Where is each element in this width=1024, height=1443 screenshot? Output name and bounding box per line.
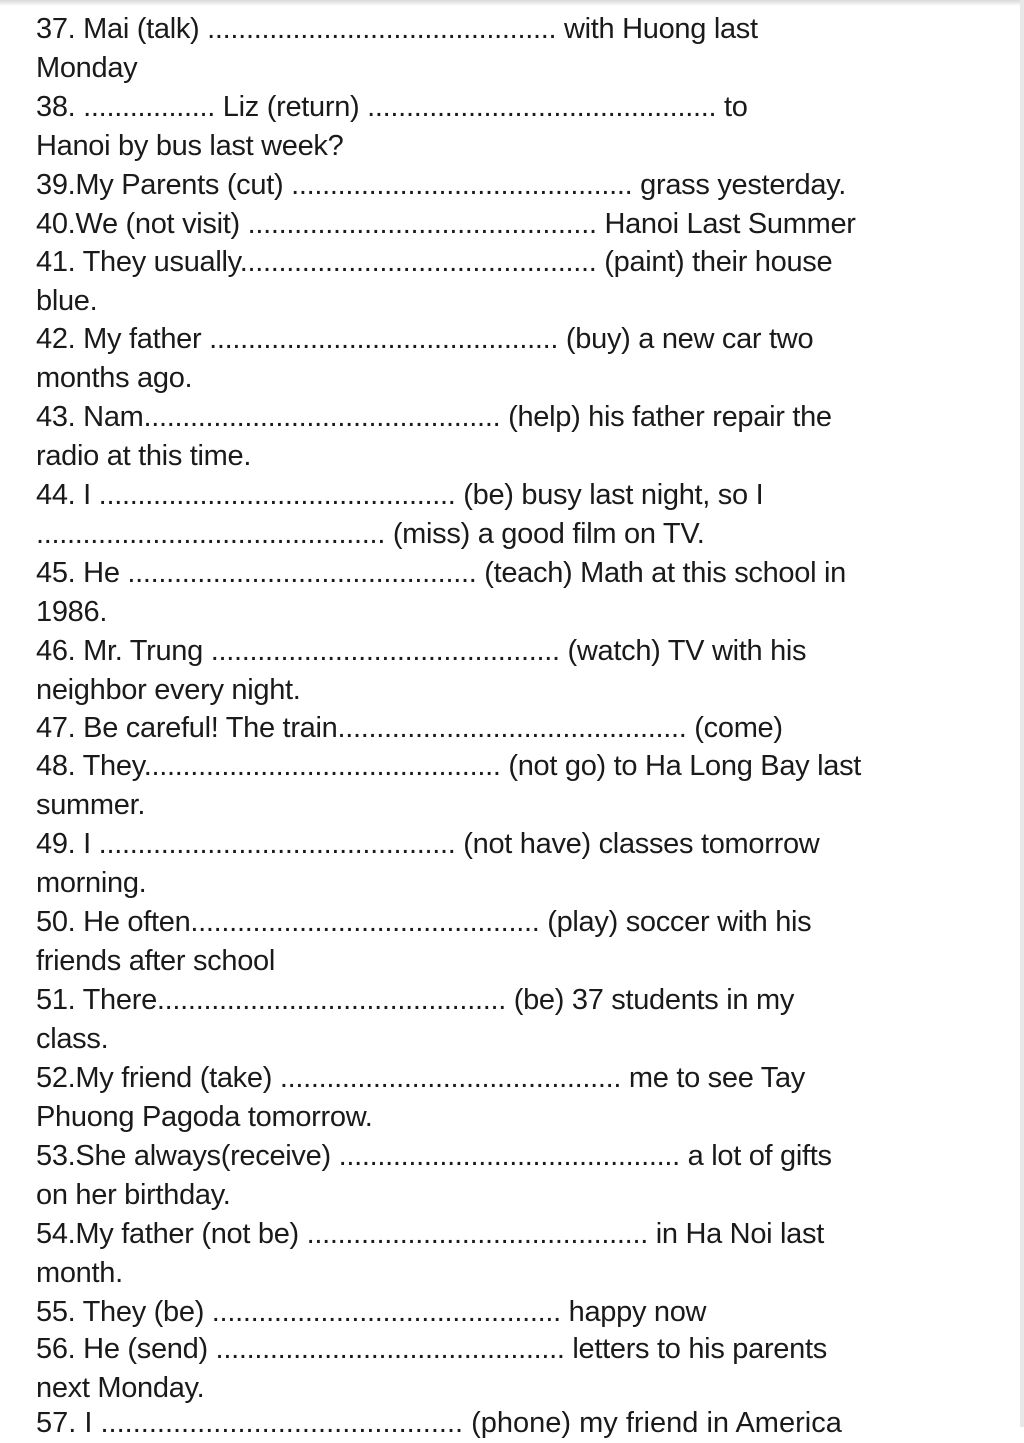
exercise-44: 44. I .............................................. (be) busy last night, so I ............................................. (miss) a good film on TV. <box>36 479 764 550</box>
exercise-43: 43. Nam.............................................. (help) his father repair the radio at this time. <box>36 401 832 472</box>
exercise-51: 51. There............................................. (be) 37 students in my class. <box>36 984 795 1055</box>
exercise-45: 45. He ............................................. (teach) Math at this school in 1986. <box>36 557 846 628</box>
exercise-41: 41. They usually.............................................. (paint) their house blue. <box>36 246 833 317</box>
exercise-40: 40.We (not visit) ............................................. Hanoi Last Summer <box>36 208 856 240</box>
exercise-42: 42. My father ............................................. (buy) a new car two months ago. <box>36 323 814 394</box>
exercise-49: 49. I .............................................. (not have) classes tomorrow morning. <box>36 828 820 899</box>
exercise-55: 55. They (be) ............................................. happy now <box>36 1296 707 1328</box>
exercise-57-cutoff: 57. I ............................................. (phone) my friend in America <box>36 1407 842 1439</box>
exercise-38: 38. ................. Liz (return) ............................................. to Hanoi by bus last week? <box>36 91 748 162</box>
top-edge-shadow <box>0 0 1024 6</box>
exercise-53: 53.She always(receive) ............................................ a lot of gifts on her birthday. <box>36 1140 832 1211</box>
exercise-50: 50. He often............................................. (play) soccer with his friends after school <box>36 906 812 977</box>
exercise-56: 56. He (send) ............................................. letters to his parents next Monday. <box>36 1333 827 1404</box>
page-right-edge <box>1020 0 1024 1427</box>
exercise-39: 39.My Parents (cut) ............................................ grass yesterday. <box>36 169 846 201</box>
exercise-48: 48. They.............................................. (not go) to Ha Long Bay last summer. <box>36 750 862 821</box>
exercise-46: 46. Mr. Trung ............................................. (watch) TV with his neighbor every night. <box>36 635 807 706</box>
exercise-37: 37. Mai (talk) ............................................. with Huong last Monday <box>36 13 758 84</box>
exercise-47: 47. Be careful! The train............................................. (come) <box>36 712 783 744</box>
exercise-54: 54.My father (not be) ............................................ in Ha Noi last month. <box>36 1218 824 1289</box>
exercise-52: 52.My friend (take) ............................................ me to see Tay Phuong Pagoda tomorrow. <box>36 1062 805 1133</box>
